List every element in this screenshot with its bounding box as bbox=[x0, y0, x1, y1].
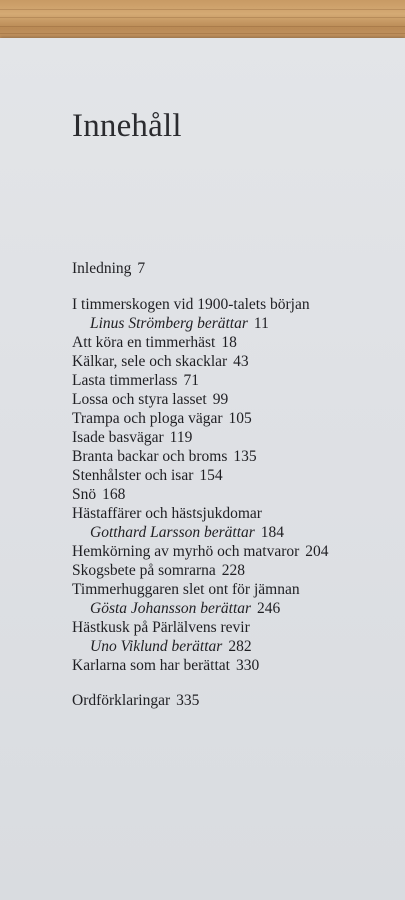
toc-page-number: 18 bbox=[221, 334, 237, 351]
toc-entry-title: Trampa och ploga vägar bbox=[72, 410, 223, 427]
toc-entry bbox=[72, 561, 245, 580]
toc-entry-title: Branta backar och broms bbox=[72, 448, 228, 465]
toc-entry bbox=[72, 542, 329, 561]
toc-page-number: 135 bbox=[233, 448, 257, 465]
toc-entry bbox=[72, 295, 310, 314]
toc-entry-title: Hästkusk på Pärlälvens revir bbox=[72, 619, 250, 636]
toc-entry bbox=[72, 428, 192, 447]
toc-entry-title: Kälkar, sele och skacklar bbox=[72, 353, 228, 370]
toc-page-number: 204 bbox=[305, 543, 329, 560]
toc-entry bbox=[72, 580, 300, 599]
toc-page-number: 105 bbox=[228, 410, 252, 427]
toc-entry-title: Skogsbete på somrarna bbox=[72, 562, 216, 579]
toc-entry bbox=[72, 691, 199, 710]
toc-subentry bbox=[90, 314, 269, 333]
toc-entry-title: Lasta timmerlass bbox=[72, 372, 178, 389]
toc-entry-title: Inledning bbox=[72, 260, 132, 277]
toc-page-number: 335 bbox=[176, 692, 200, 709]
toc-entry-title: Hästaffärer och hästsjukdomar bbox=[72, 505, 262, 522]
toc-page-number: 11 bbox=[253, 315, 269, 332]
page-title: Innehåll bbox=[72, 108, 182, 144]
toc-entry-title: Isade basvägar bbox=[72, 429, 164, 446]
toc-entry-title: Gösta Johansson berättar bbox=[90, 600, 252, 617]
toc-page-number: 330 bbox=[235, 657, 260, 674]
toc-entry-title: Gotthard Larsson berättar bbox=[90, 524, 255, 541]
toc-entry-title: Att köra en timmerhäst bbox=[72, 334, 216, 351]
toc-entry bbox=[72, 504, 262, 523]
toc-page-number: 119 bbox=[169, 429, 193, 446]
wooden-table-background bbox=[0, 0, 405, 40]
toc-page-number: 7 bbox=[137, 260, 146, 277]
toc-entry bbox=[72, 656, 259, 675]
toc-page-number: 99 bbox=[212, 391, 229, 408]
toc-entry-title: Linus Strömberg berättar bbox=[90, 315, 248, 332]
toc-entry bbox=[72, 618, 250, 637]
toc-page-number: 154 bbox=[199, 467, 223, 484]
toc-page-number: 282 bbox=[228, 638, 252, 655]
toc-entry-title: Stenhålster och isar bbox=[72, 467, 194, 484]
toc-page-number: 71 bbox=[183, 372, 199, 389]
toc-page-number: 168 bbox=[102, 486, 126, 503]
toc-entry bbox=[72, 466, 223, 485]
toc-page-number: 246 bbox=[257, 600, 281, 617]
toc-entry bbox=[72, 390, 228, 409]
toc-page-number: 228 bbox=[221, 562, 246, 579]
toc-entry bbox=[72, 447, 257, 466]
toc-entry bbox=[72, 371, 199, 390]
toc-entry-title: I timmerskogen vid 1900-talets början bbox=[72, 296, 310, 313]
toc-entry bbox=[72, 259, 145, 278]
toc-entry-title: Snö bbox=[72, 486, 97, 503]
toc-subentry bbox=[90, 637, 252, 656]
toc-entry bbox=[72, 409, 252, 428]
toc-entry bbox=[72, 352, 249, 371]
toc-entry-title: Lossa och styra lasset bbox=[72, 391, 207, 408]
book-page bbox=[0, 38, 405, 900]
toc-subentry bbox=[90, 523, 284, 542]
toc-page-number: 184 bbox=[260, 524, 285, 541]
toc-entry-title: Uno Viklund berättar bbox=[90, 638, 223, 655]
toc-entry-title: Karlarna som har berättat bbox=[72, 657, 230, 674]
toc-entry bbox=[72, 333, 237, 352]
toc-page-number: 43 bbox=[233, 353, 249, 370]
toc-subentry bbox=[90, 599, 280, 618]
toc-entry-title: Timmerhuggaren slet ont för jämnan bbox=[72, 581, 300, 598]
toc-entry-title: Ordförklaringar bbox=[72, 692, 171, 709]
toc-entry bbox=[72, 485, 125, 504]
toc-entry-title: Hemkörning av myrhö och matvaror bbox=[72, 543, 300, 560]
